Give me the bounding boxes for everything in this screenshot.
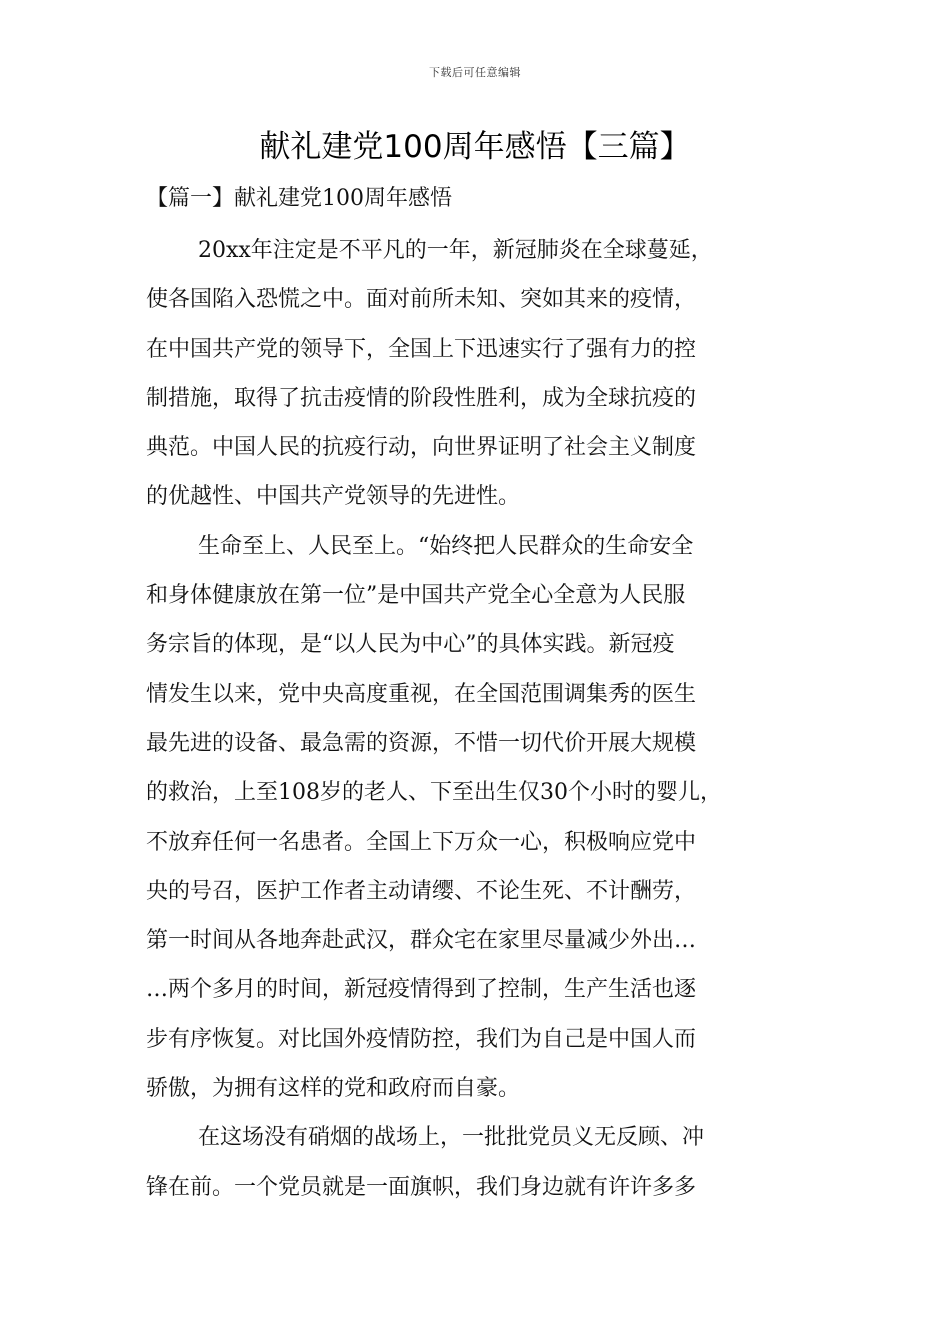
text-line: 的救治，上至108岁的老人、下至出生仅30个小时的婴儿， — [146, 780, 722, 806]
text-line: 的优越性、中国共产党领导的先进性。 — [146, 484, 521, 510]
paragraph-1 — [146, 226, 826, 522]
text-line: 最先进的设备、最急需的资源，不惜一切代价开展大规模 — [146, 730, 697, 756]
text-line: 步有序恢复。对比国外疫情防控，我们为自己是中国人而 — [146, 1026, 697, 1052]
text-line: 务宗旨的体现，是“以人民为中心”的具体实践。新冠疫 — [146, 632, 675, 658]
header-note: 下载后可任意编辑 — [429, 66, 521, 79]
paragraph-3 — [146, 1113, 826, 1212]
paragraph-2 — [146, 522, 826, 1114]
text-line: 锋在前。一个党员就是一面旗帜，我们身边就有许许多多 — [146, 1174, 697, 1200]
text-line: 使各国陷入恐慌之中。面对前所未知、突如其来的疫情， — [146, 287, 697, 313]
text-line: 骄傲，为拥有这样的党和政府而自豪。 — [146, 1076, 521, 1102]
text-line: 典范。中国人民的抗疫行动，向世界证明了社会主义制度 — [146, 435, 697, 461]
text-line: 情发生以来，党中央高度重视，在全国范围调集秀的医生 — [146, 681, 697, 707]
text-line: 央的号召，医护工作者主动请缨、不论生死、不计酬劳， — [146, 878, 697, 904]
body-text — [146, 226, 826, 1212]
text-line: 不放弃任何一名患者。全国上下万众一心，积极响应党中 — [146, 829, 697, 855]
text-line: 在中国共产党的领导下，全国上下迅速实行了强有力的控 — [146, 336, 697, 362]
text-line: 第一时间从各地奔赴武汉，群众宅在家里尽量减少外出… — [146, 928, 697, 954]
text-line: 生命至上、人民至上。“始终把人民群众的生命安全 — [198, 533, 694, 559]
section-heading: 【篇一】献礼建党100周年感悟 — [146, 186, 452, 211]
text-line: 制措施，取得了抗击疫情的阶段性胜利，成为全球抗疫的 — [146, 385, 697, 411]
text-line: 和身体健康放在第一位”是中国共产党全心全意为人民服 — [146, 583, 686, 609]
text-line: …两个多月的时间，新冠疫情得到了控制，生产生活也逐 — [146, 977, 697, 1003]
text-line: 在这场没有硝烟的战场上，一批批党员义无反顾、冲 — [198, 1125, 705, 1151]
text-line: 20xx年注定是不平凡的一年，新冠肺炎在全球蔓延， — [198, 238, 713, 263]
document-title: 献礼建党100周年感悟【三篇】 — [259, 129, 691, 165]
